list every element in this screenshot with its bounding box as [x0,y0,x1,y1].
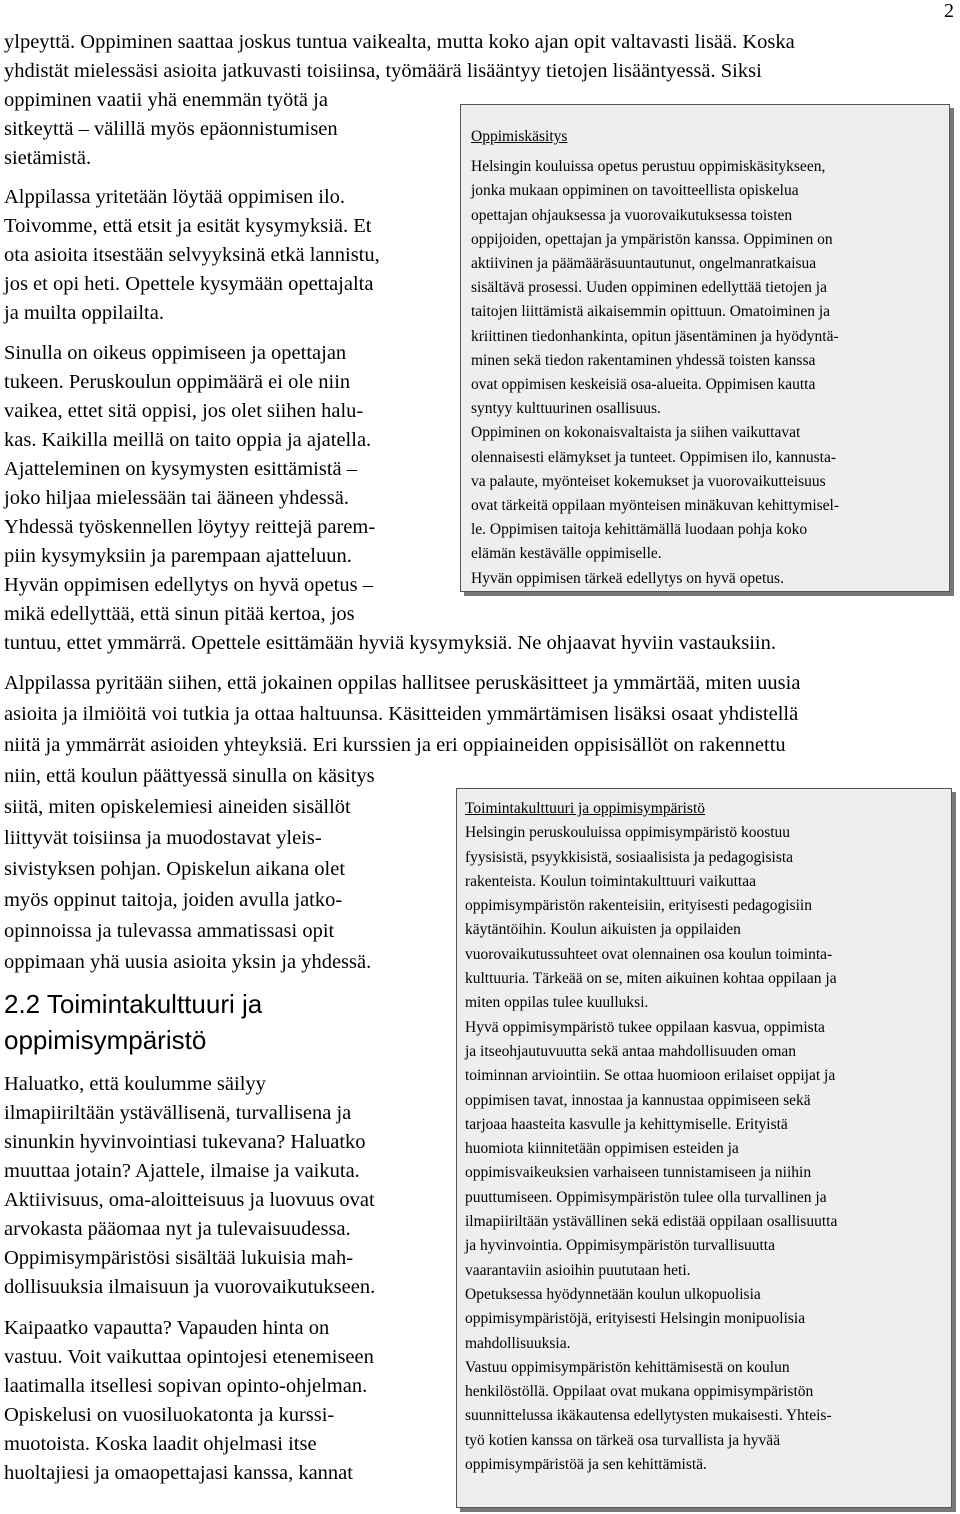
body-line: oppimaan yhä uusia asioita yksin ja yhdessä. [4,951,372,973]
section-heading-line: oppimisympäristö [4,1025,207,1055]
body-line: vaikea, ettet sitä oppisi, jos olet siihen halu- [4,400,364,422]
box-line: kulttuuria. Tärkeää on se, miten aikuinen kohtaa oppilaan ja [465,970,837,988]
box-line: elämän kestävälle oppimiselle. [471,545,662,563]
body-line: Alppilassa pyritään siihen, että jokainen oppilas hallitsee peruskäsitteet ja ymmärtää, miten uusia [4,672,801,694]
body-line: Toivomme, että etsit ja esität kysymyksiä. Et [4,215,372,237]
body-line: laatimalla itsellesi sopivan opinto-ohjelman. [4,1375,368,1397]
body-line: Alppilassa yritetään löytää oppimisen ilo. [4,186,346,208]
body-line: muotoista. Koska laadit ohjelmasi itse [4,1433,317,1455]
body-line: sietämistä. [4,147,92,169]
box-line: vuorovaikutussuhteet ovat olennainen osa koulun toiminta- [465,945,833,963]
body-line: niitä ja ymmärrät asioiden yhteyksiä. Eri kurssien ja eri oppiaineiden oppisisällöt on rakennettu [4,734,786,756]
box-line: vaarantaviin asioihin puututaan heti. [465,1261,691,1279]
box-line: huomiota kiinnitetään oppimisen esteiden ja [465,1140,739,1158]
body-line: kas. Kaikilla meillä on taito oppia ja ajatella. [4,429,372,451]
box-line: oppimisympäristöjä, erityisesti Helsingin monipuolisia [465,1310,806,1328]
box-line: työ kotien kanssa on tärkeä osa turvallista ja hyvää [465,1431,781,1449]
box-line: opettajan ohjauksessa ja vuorovaikutuksessa toisten [471,206,793,224]
body-line: ylpeyttä. Oppiminen saattaa joskus tuntua vaikealta, mutta koko ajan opit valtavasti lisää. Koska [4,31,795,53]
body-line: siitä, miten opiskelemiesi aineiden sisällöt [4,796,351,818]
body-line: Yhdessä työskennellen löytyy reittejä parem- [4,516,376,538]
box-line: sisältävä prosessi. Uuden oppiminen edellyttää tietojen ja [471,279,827,297]
box-line: Oppiminen on kokonaisvaltaista ja siihen vaikuttavat [471,424,801,442]
body-line: Haluatko, että koulumme säilyy [4,1073,266,1095]
box-line: Helsingin kouluissa opetus perustuu oppimiskäsitykseen, [471,158,826,176]
box-line: minen sekä tiedon rakentaminen yhdessä toisten kanssa [471,351,816,369]
box-title: Toimintakulttuuri ja oppimisympäristö [465,800,706,817]
body-line: tuntuu, ettet ymmärrä. Opettele esittämään hyviä kysymyksiä. Ne ohjaavat hyviin vastauksiin. [4,632,776,654]
box-line: fyysisistä, psyykkisistä, sosiaalisista ja pedagogisista [465,848,794,866]
box-line: oppimisympäristöä ja sen kehittämistä. [465,1456,707,1474]
box-line: va palaute, myönteiset kokemukset ja vuorovaikutteisuus [471,472,826,490]
body-line: Oppimisympäristösi sisältää lukuisia mah- [4,1247,354,1269]
body-line: Sinulla on oikeus oppimiseen ja opettajan [4,342,347,364]
box-line: le. Oppimisen taitoja kehittämällä luodaan pohja koko [471,521,808,539]
box-line: ja hyvinvointia. Oppimisympäristön turvallisuutta [465,1237,775,1255]
body-line: sivistyksen pohjan. Opiskelun aikana olet [4,858,346,880]
box-line: kriittinen tiedonhankinta, opitun jäsentäminen ja hyödyntä- [471,327,839,345]
box-line: Hyvän oppimisen tärkeä edellytys on hyvä opetus. [471,569,784,587]
box-line: oppijoiden, opettajan ja ympäristön kanssa. Oppiminen on [471,230,833,248]
box-line: jonka mukaan oppiminen on tavoitteellista opiskelua [471,182,799,200]
body-line: jos et opi heti. Opettele kysymään opettajalta [4,273,374,295]
body-line: oppiminen vaatii yhä enemmän työtä ja [4,89,328,111]
box-line: ovat oppimisen keskeisiä osa-alueita. Oppimisen kautta [471,376,816,394]
body-line: niin, että koulun päättyessä sinulla on käsitys [4,765,375,787]
box-line: Helsingin peruskouluissa oppimisympäristö koostuu [465,824,791,842]
section-heading-line: 2.2 Toimintakulttuuri ja [4,989,263,1019]
box-line: syntyy kulttuurinen osallisuus. [471,400,661,418]
body-line: Opiskelusi on vuosiluokatonta ja kurssi- [4,1404,335,1426]
box-line: mahdollisuuksia. [465,1334,571,1352]
body-line: Kaipaatko vapautta? Vapauden hinta on [4,1317,330,1339]
body-line: myös oppinut taitoja, joiden avulla jatko- [4,889,343,911]
box-line: oppimisvaikeuksien varhaiseen tunnistamiseen ja niihin [465,1164,812,1182]
sidebar-box-oppimiskasitys [460,104,950,592]
body-line: yhdistät mielessäsi asioita jatkuvasti toisiinsa, työmäärä lisääntyy tietojen lisääntyessä. Siksi [4,60,762,82]
box-line: tarjoaa haasteita kasvulle ja kehittymiselle. Erityistä [465,1115,788,1133]
box-line: puuttumiseen. Oppimisympäristön tulee olla turvallinen ja [465,1188,827,1206]
body-line: ja muilta oppilailta. [4,302,164,324]
body-line: tukeen. Peruskoulun oppimäärä ei ole niin [4,371,351,393]
box-line: toiminnan arviointiin. Se ottaa huomioon erilaiset oppijat ja [465,1067,836,1085]
box-line: Hyvä oppimisympäristö tukee oppilaan kasvua, oppimista [465,1018,825,1036]
body-line: Hyvän oppimisen edellytys on hyvä opetus – [4,574,373,596]
sidebar-box-toimintakulttuuri [456,788,952,1508]
body-line: asioita ja ilmiöitä voi tutkia ja ottaa haltuunsa. Käsitteiden ymmärtämisen lisäksi osaat yhdistellä [4,703,799,725]
box-line: Vastuu oppimisympäristön kehittämisestä on koulun [465,1358,790,1376]
box-line: oppimisympäristön rakenteisiin, erityisesti pedagogisiin [465,897,812,915]
box-title: Oppimiskäsitys [471,128,568,145]
box-line: aktiivinen ja päämääräsuuntautunut, ongelmanratkaisua [471,255,817,273]
box-line: henkilöstöllä. Oppilaat ovat mukana oppimisympäristön [465,1383,814,1401]
body-line: liittyvät toisiinsa ja muodostavat yleis- [4,827,322,849]
box-line: oppimisen tavat, innostaa ja kannustaa oppimiseen sekä [465,1091,811,1109]
section-heading [4,986,262,1058]
page-number: 2 [944,0,954,22]
body-line: ilmapiiriltään ystävällisenä, turvallisena ja [4,1102,352,1124]
body-line: joko hiljaa mielessään tai ääneen yhdessä. [4,487,349,509]
box-line: käytäntöihin. Koulun aikuisten ja oppilaiden [465,921,741,939]
box-line: taitojen liittämistä aikaisemmin opittuun. Omatoiminen ja [471,303,831,321]
box-line: rakenteista. Koulun toimintakulttuuri vaikuttaa [465,872,756,890]
box-line: suunnittelussa ikäkautensa edellytysten mukaisesti. Yhteis- [465,1407,832,1425]
body-line: sinunkin hyvinvointiasi tukevana? Haluatko [4,1131,366,1153]
body-line: mikä edellyttää, että sinun pitää kertoa, jos [4,603,355,625]
body-line: Aktiivisuus, oma-aloitteisuus ja luovuus ovat [4,1189,375,1211]
body-line: piin kysymyksiin ja parempaan ajatteluun. [4,545,352,567]
body-line: dollisuuksia ilmaisuun ja vuorovaikutukseen. [4,1276,376,1298]
box-line: miten oppilas tulee kuulluksi. [465,994,649,1012]
box-line: ilmapiiriltään ystävällinen sekä edistää oppilaan osallisuutta [465,1213,838,1231]
body-line: ota asioita itsestään selvyyksinä etkä lannistu, [4,244,380,266]
box-line: Opetuksessa hyödynnetään koulun ulkopuolisia [465,1285,761,1303]
body-line: muuttaa jotain? Ajattele, ilmaise ja vaikuta. [4,1160,360,1182]
body-line: Ajatteleminen on kysymysten esittämistä – [4,458,357,480]
body-line: sitkeyttä – välillä myös epäonnistumisen [4,118,338,140]
body-line: opinnoissa ja tulevassa ammatissasi opit [4,920,335,942]
box-line: ovat tärkeitä oppilaan myönteisen minäkuvan kehittymisel- [471,497,840,515]
body-line: arvokasta pääomaa nyt ja tulevaisuudessa. [4,1218,351,1240]
box-line: ja itseohjautuvuutta sekä antaa mahdollisuuden oman [465,1042,797,1060]
body-line: vastuu. Voit vaikuttaa opintojesi etenemiseen [4,1346,374,1368]
box-line: olennaisesti elämykset ja tunteet. Oppimisen ilo, kannusta- [471,448,837,466]
body-line: huoltajiesi ja omaopettajasi kanssa, kannat [4,1462,353,1484]
